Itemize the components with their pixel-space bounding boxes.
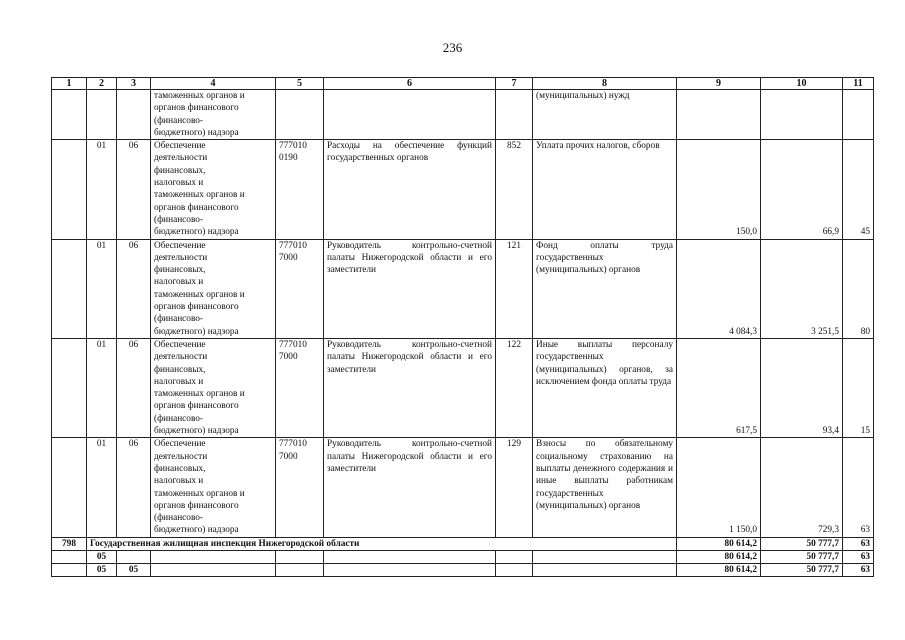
- cell-empty: [324, 563, 496, 576]
- cell-c10: [761, 90, 843, 140]
- table-row: [52, 438, 874, 537]
- agency-name: Государственная жилищная инспекция Нижегородской области: [87, 537, 677, 550]
- subsection-total-c10: 50 777,7: [761, 563, 843, 576]
- cell-c10: 93,4: [761, 338, 843, 437]
- cell-c6: Руководитель контрольно-счетной палаты Нижегородской области и его заместители: [324, 438, 496, 537]
- cell-c3: 06: [117, 438, 151, 537]
- cell-c5: [276, 90, 324, 140]
- cell-c6: [324, 90, 496, 140]
- section-total-c10: 50 777,7: [761, 550, 843, 563]
- cell-c6: Расходы на обеспечение функций государственных органов: [324, 140, 496, 239]
- agency-total-c11: 63: [843, 537, 874, 550]
- cell-c11: 80: [843, 239, 874, 338]
- col-header-8: 8: [533, 78, 677, 90]
- cell-c10: 3 251,5: [761, 239, 843, 338]
- cell-empty: [533, 550, 677, 563]
- cell-c3: [117, 90, 151, 140]
- section-total-c9: 80 614,2: [677, 550, 761, 563]
- cell-c1: [52, 438, 87, 537]
- cell-c2: 01: [87, 140, 117, 239]
- section-total-row: [52, 550, 874, 563]
- col-header-1: 1: [52, 78, 87, 90]
- budget-table-container: [51, 77, 873, 577]
- col-header-3: 3: [117, 78, 151, 90]
- cell-c11: 63: [843, 438, 874, 537]
- cell-c6: Руководитель контрольно-счетной палаты Нижегородской области и его заместители: [324, 239, 496, 338]
- cell-c9: 617,5: [677, 338, 761, 437]
- cell-c4: Обеспечение деятельности финансовых, налоговых и таможенных органов и органов финансового (финансово- бюджетного) надзора: [151, 239, 276, 338]
- cell-c11: 15: [843, 338, 874, 437]
- cell-c7: [496, 90, 533, 140]
- cell-c1: [52, 338, 87, 437]
- cell-empty: [52, 550, 87, 563]
- cell-c1: [52, 239, 87, 338]
- cell-c4: Обеспечение деятельности финансовых, налоговых и таможенных органов и органов финансового (финансово- бюджетного) надзора: [151, 438, 276, 537]
- cell-empty: [52, 563, 87, 576]
- section-total-c11: 63: [843, 550, 874, 563]
- col-header-10: 10: [761, 78, 843, 90]
- cell-c3: 06: [117, 338, 151, 437]
- cell-empty: [276, 563, 324, 576]
- subsection-total-c9: 80 614,2: [677, 563, 761, 576]
- section-code: 05: [87, 550, 117, 563]
- subsection-total-row: [52, 563, 874, 576]
- cell-c7: 852: [496, 140, 533, 239]
- cell-c11: [843, 90, 874, 140]
- cell-c2: 01: [87, 338, 117, 437]
- subsection-total-c11: 63: [843, 563, 874, 576]
- cell-empty: [533, 563, 677, 576]
- col-header-9: 9: [677, 78, 761, 90]
- cell-c5: 777010 0190: [276, 140, 324, 239]
- cell-c5: 777010 7000: [276, 338, 324, 437]
- cell-c7: 122: [496, 338, 533, 437]
- cell-c9: 4 084,3: [677, 239, 761, 338]
- cell-c9: 1 150,0: [677, 438, 761, 537]
- cell-c4: Обеспечение деятельности финансовых, налоговых и таможенных органов и органов финансового (финансово- бюджетного) надзора: [151, 140, 276, 239]
- cell-c5: 777010 7000: [276, 239, 324, 338]
- cell-c5: 777010 7000: [276, 438, 324, 537]
- cell-c8: Взносы по обязательному социальному страхованию на выплаты денежного содержания и иные выплаты работникам государственных (муниципальных) органов: [533, 438, 677, 537]
- cell-c7: 129: [496, 438, 533, 537]
- cell-c10: 66,9: [761, 140, 843, 239]
- cell-c1: [52, 90, 87, 140]
- cell-empty: [324, 550, 496, 563]
- agency-total-c10: 50 777,7: [761, 537, 843, 550]
- cell-c4: Обеспечение деятельности финансовых, налоговых и таможенных органов и органов финансового (финансово- бюджетного) надзора: [151, 338, 276, 437]
- col-header-6: 6: [324, 78, 496, 90]
- cell-c8: (муниципальных) нужд: [533, 90, 677, 140]
- col-header-4: 4: [151, 78, 276, 90]
- table-row: [52, 239, 874, 338]
- budget-table: [51, 77, 874, 577]
- agency-code: 798: [52, 537, 87, 550]
- cell-c3: 06: [117, 140, 151, 239]
- table-row: [52, 90, 874, 140]
- table-row: [52, 140, 874, 239]
- subsection-code: 05: [117, 563, 151, 576]
- cell-c11: 45: [843, 140, 874, 239]
- cell-c4: таможенных органов и органов финансового (финансово- бюджетного) надзора: [151, 90, 276, 140]
- cell-empty: [496, 550, 533, 563]
- cell-c7: 121: [496, 239, 533, 338]
- cell-empty: [151, 550, 276, 563]
- cell-empty: [151, 563, 276, 576]
- table-row: [52, 338, 874, 437]
- cell-empty: [117, 550, 151, 563]
- agency-total-c9: 80 614,2: [677, 537, 761, 550]
- cell-c3: 06: [117, 239, 151, 338]
- cell-c8: Фонд оплаты труда государственных (муниципальных) органов: [533, 239, 677, 338]
- cell-empty: [276, 550, 324, 563]
- page-number: 236: [442, 40, 463, 55]
- cell-c2: [87, 90, 117, 140]
- header-row: [52, 78, 874, 90]
- agency-total-row: [52, 537, 874, 550]
- cell-c8: Иные выплаты персоналу государственных (муниципальных) органов, за исключением фонда оплаты труда: [533, 338, 677, 437]
- cell-c8: Уплата прочих налогов, сборов: [533, 140, 677, 239]
- cell-c9: 150,0: [677, 140, 761, 239]
- cell-c1: [52, 140, 87, 239]
- cell-c9: [677, 90, 761, 140]
- cell-c2: 01: [87, 438, 117, 537]
- cell-c10: 729,3: [761, 438, 843, 537]
- cell-c6: Руководитель контрольно-счетной палаты Нижегородской области и его заместители: [324, 338, 496, 437]
- subsection-section-code: 05: [87, 563, 117, 576]
- cell-c2: 01: [87, 239, 117, 338]
- cell-empty: [496, 563, 533, 576]
- col-header-5: 5: [276, 78, 324, 90]
- col-header-11: 11: [843, 78, 874, 90]
- col-header-7: 7: [496, 78, 533, 90]
- col-header-2: 2: [87, 78, 117, 90]
